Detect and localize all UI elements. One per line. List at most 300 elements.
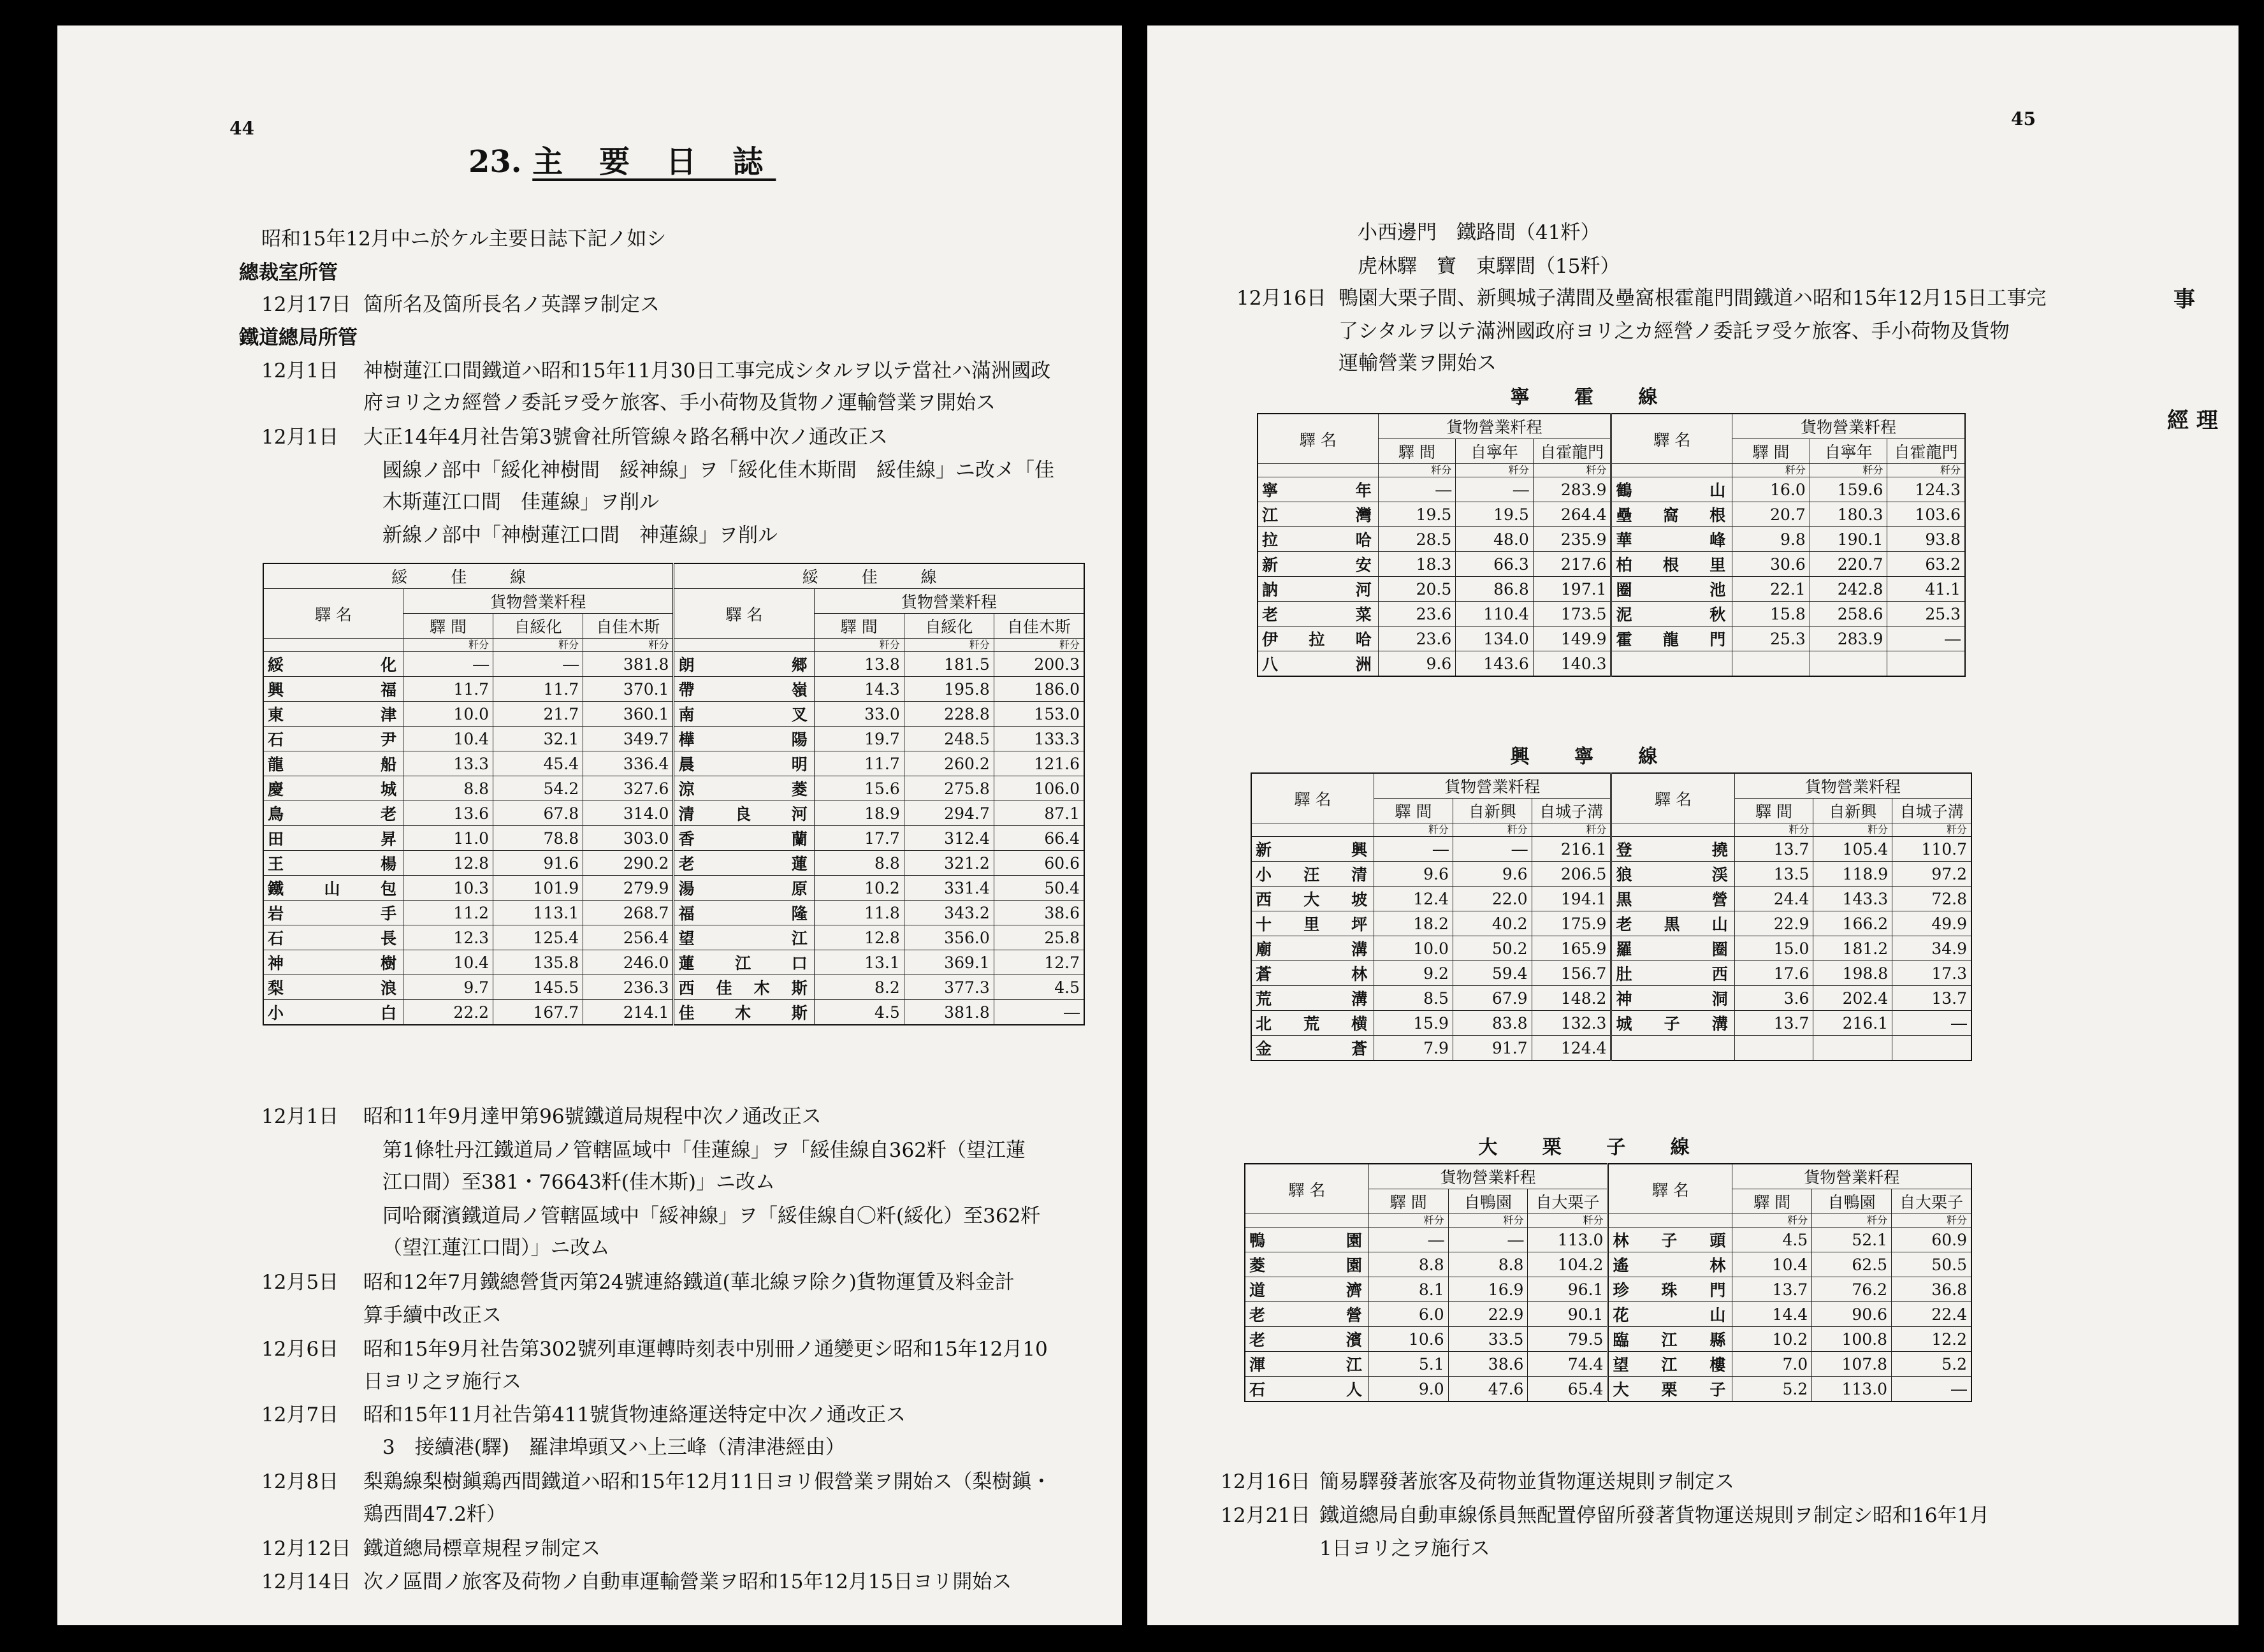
distance-value: 268.7 [583, 901, 674, 925]
distance-value: 22.2 [403, 1000, 493, 1025]
entry-text: 梨鶏線梨樹鎭鶏西間鐵道ハ昭和15年12月11日ヨリ假營業ヲ開始ス（梨樹鎭・ [363, 1470, 1052, 1493]
distance-value: 9.8 [1732, 527, 1810, 552]
col-header-between: 驛 間 [1734, 799, 1813, 823]
distance-value: 113.0 [1528, 1228, 1608, 1252]
distance-value: 49.9 [1892, 911, 1971, 936]
distance-value: 14.4 [1732, 1302, 1812, 1327]
distance-value: 148.2 [1532, 986, 1611, 1011]
distance-value: 18.9 [814, 801, 904, 826]
table-title: 綏 佳 線 [674, 563, 1084, 589]
distance-value: 167.7 [493, 1000, 583, 1025]
entry-text: 昭和11年9月達甲第96號鐵道局規程中次ノ通改正ス [363, 1105, 822, 1128]
unit-label: 粁分 [1892, 823, 1971, 837]
distance-value: 67.8 [493, 801, 583, 826]
col-header-distance: 貨物營業粁程 [1734, 773, 1971, 799]
distance-value: 103.6 [1887, 502, 1965, 527]
station-name: 羅圈 [1611, 936, 1734, 961]
table-row [263, 975, 1084, 1000]
col-header-station: 驛 名 [1608, 1164, 1732, 1214]
table-row [1251, 936, 1971, 961]
table-row [263, 950, 1084, 975]
unit-row [1251, 823, 1971, 837]
distance-value: 13.3 [403, 751, 493, 776]
station-name: 帶嶺 [674, 677, 814, 702]
col-header-from: 自佳木斯 [994, 614, 1084, 639]
distance-value: 11.0 [403, 826, 493, 851]
distance-value: 9.0 [1368, 1377, 1448, 1402]
distance-value: 124.3 [1887, 477, 1965, 502]
distance-value: 343.2 [904, 901, 994, 925]
table-row [1258, 577, 1965, 602]
distance-value: 87.1 [994, 801, 1084, 826]
blank-cell [1245, 1214, 1368, 1228]
station-name: 石長 [263, 925, 403, 950]
distance-value: 321.2 [904, 851, 994, 876]
station-name: 岩手 [263, 901, 403, 925]
station-name: 蒼林 [1251, 961, 1374, 986]
col-header-between: 驛 間 [403, 614, 493, 639]
unit-label: 粁分 [1734, 823, 1813, 837]
table-title: 寧 霍 線 [1510, 386, 1677, 409]
table-row [1251, 1036, 1971, 1061]
col-header-from: 自霍龍門 [1533, 439, 1611, 464]
distance-value: 23.6 [1378, 627, 1456, 651]
distance-value: 20.7 [1732, 502, 1810, 527]
empty-cell [1810, 651, 1887, 677]
unit-label: 粁分 [904, 639, 994, 652]
section-heading [468, 137, 776, 181]
distance-value: 25.3 [1887, 602, 1965, 627]
distance-value: 25.8 [994, 925, 1084, 950]
distance-value: 17.3 [1892, 961, 1971, 986]
station-name: 王楊 [263, 851, 403, 876]
station-name: 老濱 [1245, 1327, 1368, 1352]
station-name: 老蓮 [674, 851, 814, 876]
distance-value: 107.8 [1812, 1352, 1892, 1377]
station-name: 新安 [1258, 552, 1378, 577]
station-name: 菱園 [1245, 1252, 1368, 1277]
col-header-station: 驛 名 [1611, 773, 1734, 823]
entry-text: 次ノ區間ノ旅客及荷物ノ自動車運輸營業ヲ昭和15年12月15日ヨリ開始ス [363, 1570, 1012, 1593]
distance-value: 34.9 [1892, 936, 1971, 961]
entry-text: 簡易驛發著旅客及荷物並貨物運送規則ヲ制定ス [1319, 1470, 1734, 1493]
table-title: 綏 佳 線 [263, 563, 674, 589]
entry-text: 昭和15年11月社告第411號貨物連絡運送特定中次ノ通改正ス [363, 1403, 906, 1426]
distance-value: 8.8 [814, 851, 904, 876]
table-body [1258, 464, 1965, 677]
distance-value: 19.7 [814, 727, 904, 751]
empty-cell [1732, 651, 1810, 677]
entry-text: 江口間）至381・76643粁(佳木斯)」ニ改ム [382, 1171, 775, 1194]
col-header-from: 自佳木斯 [583, 614, 674, 639]
margin-label: 經 理 [2167, 408, 2218, 433]
entry-date: 12月5日 [261, 1271, 339, 1294]
col-header-from: 自鴨園 [1812, 1189, 1892, 1214]
dalizi-line-table [1244, 1163, 1972, 1402]
unit-label: 粁分 [1368, 1214, 1448, 1228]
table-body [263, 639, 1084, 1025]
col-header-between: 驛 間 [1732, 439, 1810, 464]
distance-value: 23.6 [1378, 602, 1456, 627]
col-header-from: 自寧年 [1456, 439, 1534, 464]
table-row [1258, 602, 1965, 627]
table-title: 興 寧 線 [1510, 746, 1677, 768]
entry-text: 大正14年4月社告第3號會社所管線々路名稱中次ノ通改正ス [363, 426, 888, 449]
station-name: 湯原 [674, 876, 814, 901]
distance-value: 15.9 [1374, 1011, 1453, 1036]
table-row [263, 1000, 1084, 1025]
col-header-from: 自城子溝 [1532, 799, 1611, 823]
col-header-station: 驛 名 [1611, 414, 1732, 464]
distance-value: 62.5 [1812, 1252, 1892, 1277]
blank-cell [263, 639, 403, 652]
distance-value: 217.6 [1533, 552, 1611, 577]
distance-value: 8.2 [814, 975, 904, 1000]
distance-value: 15.0 [1734, 936, 1813, 961]
distance-value: 8.1 [1368, 1277, 1448, 1302]
table-row [263, 702, 1084, 727]
distance-value: 216.1 [1532, 837, 1611, 862]
table-row [1251, 1011, 1971, 1036]
table-row [1258, 651, 1965, 677]
distance-value: 9.6 [1374, 862, 1453, 887]
distance-value: 22.4 [1892, 1302, 1971, 1327]
distance-value: 7.9 [1374, 1036, 1453, 1061]
table-row [1245, 1228, 1971, 1252]
distance-value: 12.8 [814, 925, 904, 950]
distance-value: 50.4 [994, 876, 1084, 901]
distance-value: 175.9 [1532, 911, 1611, 936]
table-row [1245, 1277, 1971, 1302]
station-name: 興福 [263, 677, 403, 702]
station-name: 蓮江口 [674, 950, 814, 975]
heading-number: 23. [468, 144, 522, 180]
entry-date: 12月16日 [1237, 287, 1326, 310]
station-name: 佳木斯 [674, 1000, 814, 1025]
table-row [1245, 1377, 1971, 1402]
page-number-left: 44 [229, 118, 254, 139]
distance-value: 76.2 [1812, 1277, 1892, 1302]
col-header-station: 驛 名 [674, 589, 814, 639]
distance-value: 15.6 [814, 776, 904, 801]
station-name: 晨明 [674, 751, 814, 776]
distance-value: 12.8 [403, 851, 493, 876]
distance-value: 17.6 [1734, 961, 1813, 986]
ninghuo-line-table [1257, 413, 1966, 677]
unit-label: 粁分 [1810, 464, 1887, 477]
distance-value: 195.8 [904, 677, 994, 702]
distance-value: 41.1 [1887, 577, 1965, 602]
distance-value: 124.4 [1532, 1036, 1611, 1061]
station-name: 北荒横 [1251, 1011, 1374, 1036]
distance-value: 336.4 [583, 751, 674, 776]
suijia-line-table [263, 563, 1085, 1025]
station-name: 西佳木斯 [674, 975, 814, 1000]
entry-text: 箇所名及箇所長名ノ英譯ヲ制定ス [363, 293, 660, 316]
station-name: 荒溝 [1251, 986, 1374, 1011]
heading-title: 主 要 日 誌 [532, 144, 776, 180]
xingning-line-table [1251, 772, 1972, 1061]
station-name: 拉哈 [1258, 527, 1378, 552]
col-header-from: 自鴨園 [1448, 1189, 1528, 1214]
col-header-distance: 貨物營業粁程 [1368, 1164, 1608, 1189]
distance-value: 381.8 [583, 652, 674, 677]
distance-value: 9.2 [1374, 961, 1453, 986]
entry-date: 12月1日 [261, 426, 339, 449]
table-row [1258, 477, 1965, 502]
distance-value: 86.8 [1456, 577, 1534, 602]
distance-value: 349.7 [583, 727, 674, 751]
distance-value: 331.4 [904, 876, 994, 901]
entry-text: 昭和12年7月鐵總營貨丙第24號連絡鐵道(華北線ヲ除ク)貨物運賃及料金計 [363, 1271, 1015, 1294]
station-name: 綏化 [263, 652, 403, 677]
station-name: 鐵山包 [263, 876, 403, 901]
distance-value: ― [1378, 477, 1456, 502]
col-header-station: 驛 名 [1245, 1164, 1368, 1214]
distance-value: 370.1 [583, 677, 674, 702]
distance-value: 18.3 [1378, 552, 1456, 577]
entry-date: 12月1日 [261, 1105, 339, 1128]
entry-text: 了シタルヲ以テ滿洲國政府ヨリ之カ經營ノ委託ヲ受ケ旅客、手小荷物及貨物 [1339, 320, 2010, 343]
distance-value: 4.5 [1732, 1228, 1812, 1252]
unit-label: 粁分 [1732, 1214, 1812, 1228]
distance-value: 6.0 [1368, 1302, 1448, 1327]
distance-value: 294.7 [904, 801, 994, 826]
station-name: 八洲 [1258, 651, 1378, 677]
empty-cell [1813, 1036, 1892, 1061]
distance-value: 91.7 [1453, 1036, 1532, 1061]
table-row [1251, 961, 1971, 986]
distance-value: 7.0 [1732, 1352, 1812, 1377]
col-header-distance: 貨物營業粁程 [1374, 773, 1611, 799]
distance-value: 13.1 [814, 950, 904, 975]
distance-value: 11.7 [493, 677, 583, 702]
table-row [263, 901, 1084, 925]
table-row [1245, 1252, 1971, 1277]
distance-value: 235.9 [1533, 527, 1611, 552]
station-name: 登撓 [1611, 837, 1734, 862]
blank-cell [1608, 1214, 1732, 1228]
distance-value: 8.8 [403, 776, 493, 801]
distance-value: 33.5 [1448, 1327, 1528, 1352]
distance-value: 21.7 [493, 702, 583, 727]
distance-value: 5.2 [1892, 1352, 1971, 1377]
distance-value: 106.0 [994, 776, 1084, 801]
station-name: 霍龍門 [1611, 627, 1732, 651]
distance-value: 248.5 [904, 727, 994, 751]
distance-value: 3.6 [1734, 986, 1813, 1011]
route-item: 虎林驛 寶 東驛間（15粁） [1358, 255, 1620, 278]
unit-label: 粁分 [1456, 464, 1534, 477]
station-name: 鴨園 [1245, 1228, 1368, 1252]
station-name: 遙林 [1608, 1252, 1732, 1277]
station-name: 大栗子 [1608, 1377, 1732, 1402]
distance-value: 356.0 [904, 925, 994, 950]
distance-value: 13.5 [1734, 862, 1813, 887]
entry-text: 昭和15年9月社告第302號列車運轉時刻表中別冊ノ通變更シ昭和15年12月10 [363, 1338, 1048, 1361]
table-row [1245, 1352, 1971, 1377]
station-name: 渾江 [1245, 1352, 1368, 1377]
distance-value: 5.1 [1368, 1352, 1448, 1377]
distance-value: 13.7 [1734, 1011, 1813, 1036]
distance-value: 19.5 [1378, 502, 1456, 527]
table-row [1251, 837, 1971, 862]
distance-value: 11.8 [814, 901, 904, 925]
distance-value: 12.2 [1892, 1327, 1971, 1352]
station-name: 柏根里 [1611, 552, 1732, 577]
col-header-distance: 貨物營業粁程 [403, 589, 674, 614]
distance-value: 236.3 [583, 975, 674, 1000]
station-name: 望江 [674, 925, 814, 950]
route-item: 小西邊門 鐵路間（41粁） [1358, 221, 1600, 244]
distance-value: ― [1453, 837, 1532, 862]
col-header-station: 驛 名 [1251, 773, 1374, 823]
unit-label: 粁分 [1374, 823, 1453, 837]
empty-cell [1611, 1036, 1734, 1061]
col-header-from: 自新興 [1813, 799, 1892, 823]
distance-value: 28.5 [1378, 527, 1456, 552]
distance-value: 132.3 [1532, 1011, 1611, 1036]
right-page [1147, 25, 2239, 1625]
station-name: 福隆 [674, 901, 814, 925]
distance-value: 22.9 [1734, 911, 1813, 936]
station-name: 廟溝 [1251, 936, 1374, 961]
col-header-from: 自新興 [1453, 799, 1532, 823]
distance-value: 220.7 [1810, 552, 1887, 577]
station-name: 道濟 [1245, 1277, 1368, 1302]
distance-value: 216.1 [1813, 1011, 1892, 1036]
unit-label: 粁分 [1528, 1214, 1608, 1228]
distance-value: 8.5 [1374, 986, 1453, 1011]
station-name: 神洞 [1611, 986, 1734, 1011]
distance-value: 14.3 [814, 677, 904, 702]
col-header-between: 驛 間 [1732, 1189, 1812, 1214]
distance-value: ― [1448, 1228, 1528, 1252]
station-name: 老黒山 [1611, 911, 1734, 936]
distance-value: 110.7 [1892, 837, 1971, 862]
distance-value: 283.9 [1533, 477, 1611, 502]
col-header-from: 自大栗子 [1528, 1189, 1608, 1214]
station-name: 鳥老 [263, 801, 403, 826]
station-name: 老營 [1245, 1302, 1368, 1327]
distance-value: 16.9 [1448, 1277, 1528, 1302]
distance-value: 91.6 [493, 851, 583, 876]
station-name: 華峰 [1611, 527, 1732, 552]
distance-value: 25.3 [1732, 627, 1810, 651]
left-page [57, 25, 1122, 1625]
station-name: 江灣 [1258, 502, 1378, 527]
col-header-between: 驛 間 [814, 614, 904, 639]
entry-date: 12月16日 [1221, 1470, 1310, 1493]
col-header-between: 驛 間 [1374, 799, 1453, 823]
distance-value: 90.6 [1812, 1302, 1892, 1327]
entry-text: 日ヨリ之ヲ施行ス [363, 1370, 521, 1393]
distance-value: 10.4 [1732, 1252, 1812, 1277]
distance-value: ― [1887, 627, 1965, 651]
margin-label: 事 [2173, 287, 2195, 312]
table-row [263, 876, 1084, 901]
distance-value: 181.2 [1813, 936, 1892, 961]
station-name: 小白 [263, 1000, 403, 1025]
distance-value: 74.4 [1528, 1352, 1608, 1377]
station-name: 泥秋 [1611, 602, 1732, 627]
distance-value: 290.2 [583, 851, 674, 876]
distance-value: 145.5 [493, 975, 583, 1000]
entry-text: 鐵道總局自動車線係員無配置停留所發著貨物運送規則ヲ制定シ昭和16年1月 [1319, 1504, 1990, 1527]
distance-value: 11.2 [403, 901, 493, 925]
section-label-railway-bureau: 鐵道總局所管 [239, 326, 358, 349]
distance-value: 79.5 [1528, 1327, 1608, 1352]
entry-date: 12月6日 [261, 1338, 339, 1361]
distance-value: 13.7 [1734, 837, 1813, 862]
distance-value: 327.6 [583, 776, 674, 801]
entry-text: 3 接續港(驛) 羅津埠頭又ハ上三峰（清津港經由） [382, 1436, 845, 1459]
station-name: 石人 [1245, 1377, 1368, 1402]
distance-value: 67.9 [1453, 986, 1532, 1011]
col-header-from: 自大栗子 [1892, 1189, 1971, 1214]
table-row [1245, 1327, 1971, 1352]
distance-value: 10.6 [1368, 1327, 1448, 1352]
unit-label: 粁分 [994, 639, 1084, 652]
distance-value: 12.4 [1374, 887, 1453, 911]
station-name: 望江樓 [1608, 1352, 1732, 1377]
station-name: 南叉 [674, 702, 814, 727]
empty-cell [1611, 651, 1732, 677]
entry-text: 同哈爾濱鐵道局ノ管轄區域中「綏神線」ヲ「綏佳線自〇粁(綏化）至362粁 [382, 1205, 1041, 1228]
col-header-distance: 貨物營業粁程 [1732, 414, 1965, 439]
distance-value: 197.1 [1533, 577, 1611, 602]
table-row [1245, 1302, 1971, 1327]
unit-label: 粁分 [1732, 464, 1810, 477]
blank-cell [1258, 464, 1378, 477]
distance-value: 22.0 [1453, 887, 1532, 911]
distance-value: 135.8 [493, 950, 583, 975]
distance-value: 45.4 [493, 751, 583, 776]
col-header-between: 驛 間 [1378, 439, 1456, 464]
distance-value: 314.0 [583, 801, 674, 826]
unit-label: 粁分 [1812, 1214, 1892, 1228]
station-name: 老菜 [1258, 602, 1378, 627]
entry-text: 1日ヨリ之ヲ施行ス [1319, 1537, 1490, 1560]
entry-text: 木斯蓮江口間 佳蓮線」ヲ削ル [382, 491, 659, 514]
distance-value: 173.5 [1533, 602, 1611, 627]
distance-value: 190.1 [1810, 527, 1887, 552]
distance-value: 198.8 [1813, 961, 1892, 986]
table-row [263, 727, 1084, 751]
page-number-right: 45 [2011, 108, 2036, 129]
distance-value: 134.0 [1456, 627, 1534, 651]
entry-text: 鴨園大栗子間、新興城子溝間及壘窩根霍龍門間鐵道ハ昭和15年12月15日工事完 [1339, 287, 2047, 310]
table-row [1258, 552, 1965, 577]
distance-value: 181.5 [904, 652, 994, 677]
entry-date: 12月7日 [261, 1403, 339, 1426]
unit-row [1245, 1214, 1971, 1228]
station-name: 慶城 [263, 776, 403, 801]
table-row [263, 801, 1084, 826]
distance-value: 30.6 [1732, 552, 1810, 577]
distance-value: 63.2 [1887, 552, 1965, 577]
blank-cell [674, 639, 814, 652]
distance-value: 283.9 [1810, 627, 1887, 651]
entry-text: 府ヨリ之カ經營ノ委託ヲ受ケ旅客、手小荷物及貨物ノ運輸營業ヲ開始ス [363, 391, 996, 414]
station-name: 田昇 [263, 826, 403, 851]
col-header-from: 自綏化 [904, 614, 994, 639]
station-name: 林子頭 [1608, 1228, 1732, 1252]
distance-value: 10.3 [403, 876, 493, 901]
entry-text: 鐵道總局標章規程ヲ制定ス [363, 1537, 600, 1560]
distance-value: 113.0 [1812, 1377, 1892, 1402]
distance-value: 96.1 [1528, 1277, 1608, 1302]
